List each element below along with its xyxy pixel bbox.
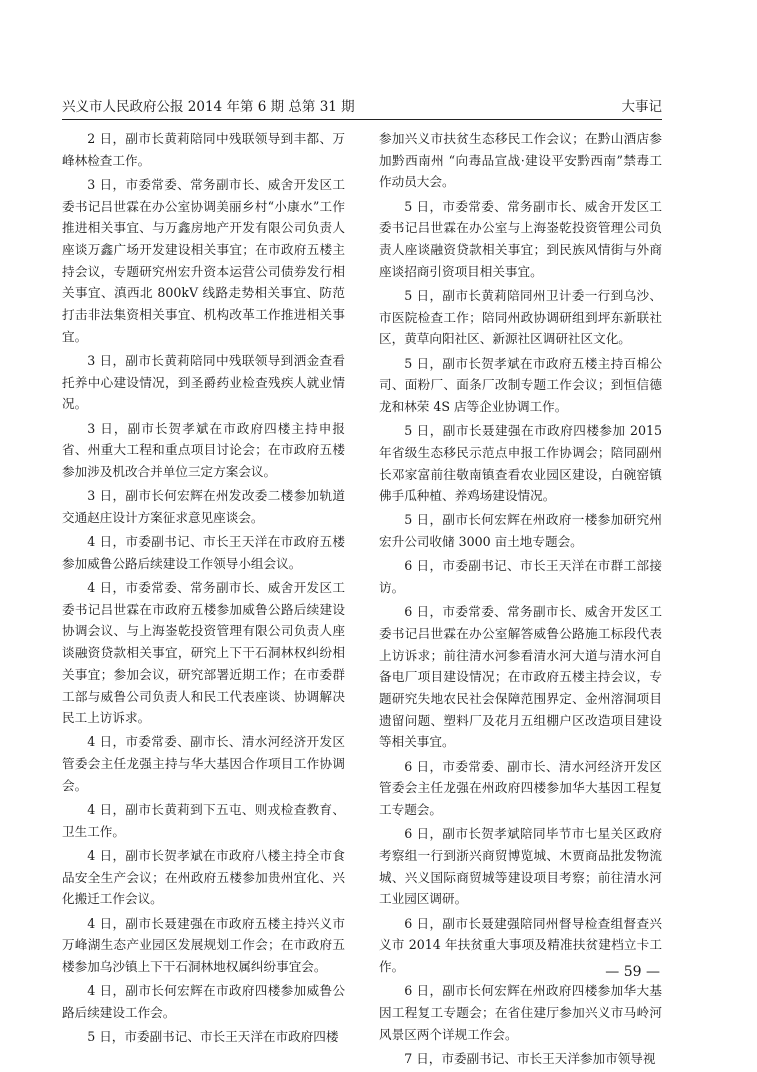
- entry-paragraph: 6 日，市委常委、常务副市长、威舍开发区工委书记吕世霖在办公室解答威鲁公路施工标段代表上访诉求；前往清水河参看清水河大道与清水河自备电厂项目建设情况；在市政府五楼主持会议，专题研究失地农民社会保障范围界定、金州溶洞项目遗留问题、塑料厂及花月五组棚户区改造项目建设等相关事宜。: [379, 604, 662, 750]
- entry-paragraph: 4 日，市委副书记、市长王天洋在市政府五楼参加威鲁公路后续建设工作领导小组会议。: [62, 534, 345, 571]
- entry-paragraph: 6 日，副市长聂建强陪同州督导检查组督查兴义市 2014 年扶贫重大事项及精准扶贫建档立卡工作。: [379, 915, 662, 975]
- entry-paragraph: 4 日，副市长何宏辉在市政府四楼参加威鲁公路后续建设工作会。: [62, 983, 345, 1020]
- entry-paragraph: 4 日，市委常委、常务副市长、威舍开发区工委书记吕世霖在市政府五楼参加威鲁公路后续建设协调会议、与上海崟乾投资管理有限公司负责人座谈融资贷款相关事宜，研究上下干石洞林权纠纷相关事宜；参加会议，研究部署近期工作；在市委群工部与威鲁公司负责人和民工代表座谈、协调解决民工上访诉求。: [62, 580, 345, 726]
- entry-paragraph: 3 日，副市长何宏辉在州发改委二楼参加轨道交通赵庄设计方案征求意见座谈会。: [62, 488, 345, 525]
- entry-paragraph: 7 日，市委副书记、市长王天洋参加市领导视: [404, 1050, 656, 1066]
- entry-paragraph: 4 日，市委常委、副市长、清水河经济开发区管委会主任龙强主持与华大基因合作项目工作协调会。: [62, 734, 345, 793]
- right-column: [379, 128, 662, 1072]
- entry-paragraph: 5 日，副市长聂建强在市政府四楼参加 2015 年省级生态移民示范点申报工作协调会；陪同副州长邓家富前往敬南镇查看农业园区建设，白碗窑镇佛手瓜种植、养鸡场建设情况。: [379, 423, 662, 504]
- entry-paragraph: 6 日，市委常委、副市长、清水河经济开发区管委会主任龙强在州政府四楼参加华大基因工程复工专题会。: [379, 758, 662, 818]
- entry-paragraph: 3 日，副市长贺孝斌在市政府四楼主持申报省、州重大工程和重点项目讨论会；在市政府五楼参加涉及机改合并单位三定方案会议。: [62, 420, 345, 480]
- entry-paragraph: 5 日，市委副书记、市长王天洋在市政府四楼: [87, 1029, 339, 1045]
- entry-paragraph: 4 日，副市长聂建强在市政府五楼主持兴义市万峰湖生态产业园区发展规划工作会；在市政府五楼参加乌沙镇上下干石洞林地权属纠纷事宜会。: [62, 915, 345, 975]
- left-column: [62, 128, 345, 1050]
- page-number: — 59 —: [605, 964, 660, 980]
- running-header: [62, 96, 662, 118]
- entry-paragraph: 5 日，副市长何宏辉在州政府一楼参加研究州宏升公司收储 3000 亩土地专题会。: [379, 512, 662, 550]
- journal-issue-title: 兴义市人民政府公报 2014 年第 6 期 总第 31 期: [62, 99, 355, 115]
- entry-paragraph: 3 日，副市长黄莉陪同中残联领导到洒金查看托养中心建设情况，到圣爵药业检查残疾人就业情况。: [62, 353, 345, 412]
- entry-paragraph: 4 日，副市长贺孝斌在市政府八楼主持全市食品安全生产会议；在州政府五楼参加贵州宜化、兴化搬迁工作会议。: [62, 848, 345, 907]
- entry-paragraph: 5 日，副市长贺孝斌在市政府五楼主持百棉公司、面粉厂、面条厂改制专题工作会议；到恒信德龙和林荣 4S 店等企业协调工作。: [379, 355, 662, 414]
- entry-paragraph: 5 日，副市长黄莉陪同州卫计委一行到乌沙、市医院检查工作；陪同州政协调研组到坪东新联社区，黄草向阳社区、新源社区调研社区文化。: [379, 287, 662, 347]
- continued-paragraph: 参加兴义市扶贫生态移民工作会议；在黔山酒店参加黔西南州 “向毒品宣战·建设平安黔西南”禁毒工作动员大会。: [379, 131, 662, 190]
- entry-paragraph: 4 日，副市长黄莉到下五屯、则戎检查教育、卫生工作。: [62, 802, 345, 839]
- entry-paragraph: 5 日，市委常委、常务副市长、威舍开发区工委书记吕世霖在办公室与上海崟乾投资管理公司负责人座谈融资贷款相关事宜；到民族风情街与外商座谈招商引资项目相关事宜。: [379, 198, 662, 279]
- section-title: 大事记: [621, 99, 662, 115]
- entry-paragraph: 6 日，市委副书记、市长王天洋在市群工部接访。: [379, 558, 662, 596]
- header-rule: [62, 119, 662, 120]
- entry-paragraph: 6 日，副市长贺孝斌陪同毕节市七星关区政府考察组一行到浙兴商贸博览城、木贾商品批发物流城、兴义国际商贸城等建设项目考察；前往清水河工业园区调研。: [379, 826, 662, 907]
- entry-paragraph: 6 日，副市长何宏辉在州政府四楼参加华大基因工程复工专题会；在省住建厅参加兴义市马岭河风景区两个详规工作会。: [379, 983, 662, 1042]
- entry-paragraph: 2 日，副市长黄莉陪同中残联领导到丰都、万峰林检查工作。: [62, 131, 345, 168]
- entry-paragraph: 3 日，市委常委、常务副市长、威舍开发区工委书记吕世霖在办公室协调美丽乡村“小康水”工作推进相关事宜、与万鑫房地产开发有限公司负责人座谈万鑫广场开发建设相关事宜；在市政府五楼主持会议，专题研究州宏升资本运营公司债券发行相关事宜、滇西北 800kV 线路走势相关事宜、防范打击非法集资相关事宜、机构改革工作推进相关事宜。: [62, 176, 345, 344]
